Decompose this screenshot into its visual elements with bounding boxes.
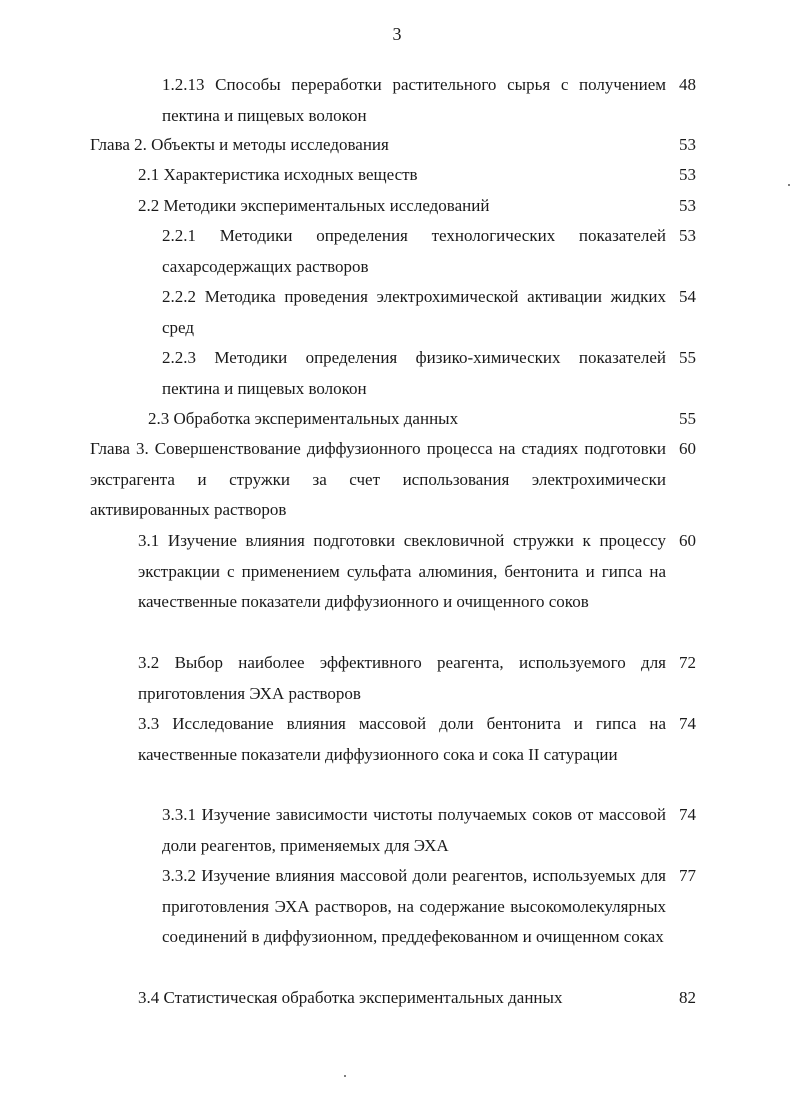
toc-entry-title: 2.2.1 Методики определения технологических показателей сахарсодержащих растворов (162, 226, 666, 276)
toc-entry-page: 74 (679, 805, 696, 824)
toc-entry-page: 72 (679, 653, 696, 672)
toc-entry-title: 3.3.2 Изучение влияния массовой доли реагентов, используемых для приготовления ЭХА растворов, на содержание высокомолекулярных соединений в диффузионном, преддефекованном и очищенном соках (162, 866, 666, 946)
toc-entry-title: 2.3 Обработка экспериментальных данных (148, 409, 459, 428)
scan-speck (344, 1075, 346, 1077)
toc-entry-title: 2.2.2 Методика проведения электрохимической активации жидких сред (162, 287, 666, 337)
toc-entry-title: 2.2 Методики экспериментальных исследований (138, 196, 490, 215)
toc-entry-page: 77 (679, 866, 696, 885)
toc-entry[interactable] (162, 70, 696, 131)
toc-entry-page: 82 (679, 988, 696, 1007)
toc-entry[interactable] (138, 648, 696, 709)
toc-entry-title: 3.1 Изучение влияния подготовки свекловичной стружки к процессу экстракции с применением сульфата алюминия, бентонита и гипса на качественные показатели диффузионного и очищенного соков (138, 531, 666, 611)
toc-entry[interactable] (162, 282, 696, 343)
toc-entry[interactable] (138, 160, 696, 191)
toc-entry-page: 60 (679, 531, 696, 550)
toc-entry-title: Глава 3. Совершенствование диффузионного процесса на стадиях подготовки экстрагента и стружки за счет использования электрохимически активированных растворов (90, 439, 666, 519)
toc-entry-title: 3.3.1 Изучение зависимости чистоты получаемых соков от массовой доли реагентов, применяемых для ЭХА (162, 805, 666, 855)
toc-entry-page: 53 (679, 226, 696, 245)
toc-entry-title: 3.4 Статистическая обработка экспериментальных данных (138, 988, 563, 1007)
toc-entry[interactable] (138, 191, 696, 222)
toc-entry[interactable] (162, 800, 696, 861)
toc-entry-title: 3.2 Выбор наиболее эффективного реагента, используемого для приготовления ЭХА растворов (138, 653, 666, 703)
toc-entry-title: Глава 2. Объекты и методы исследования (90, 135, 389, 154)
toc-entry-page: 74 (679, 714, 696, 733)
toc-entry-page: 55 (679, 409, 696, 428)
toc-entry[interactable] (138, 709, 696, 770)
toc-entry[interactable] (162, 221, 696, 282)
toc-entry-title: 1.2.13 Способы переработки растительного сырья с получением пектина и пищевых волокон (162, 75, 666, 125)
toc-entry-title: 3.3 Исследование влияния массовой доли бентонита и гипса на качественные показатели диффузионного сока и сока II сатурации (138, 714, 666, 764)
toc-entry-page: 53 (679, 135, 696, 154)
toc-entry-page: 54 (679, 287, 696, 306)
toc-entry[interactable] (138, 983, 696, 1014)
toc-entry[interactable] (162, 343, 696, 404)
scan-speck (788, 184, 790, 186)
toc-entry-title: 2.2.3 Методики определения физико-химических показателей пектина и пищевых волокон (162, 348, 666, 398)
toc-entry[interactable] (162, 861, 696, 953)
toc-entry-page: 53 (679, 165, 696, 184)
toc-entry[interactable] (148, 404, 696, 435)
toc-entry-page: 48 (679, 75, 696, 94)
toc-entry-page: 53 (679, 196, 696, 215)
toc-entry[interactable] (90, 434, 696, 526)
toc-entry[interactable] (90, 130, 696, 161)
toc-entry-title: 2.1 Характеристика исходных веществ (138, 165, 418, 184)
toc-entry-page: 55 (679, 348, 696, 367)
toc-entry-page: 60 (679, 439, 696, 458)
toc-entry[interactable] (138, 526, 696, 618)
page-number: 3 (392, 24, 402, 44)
